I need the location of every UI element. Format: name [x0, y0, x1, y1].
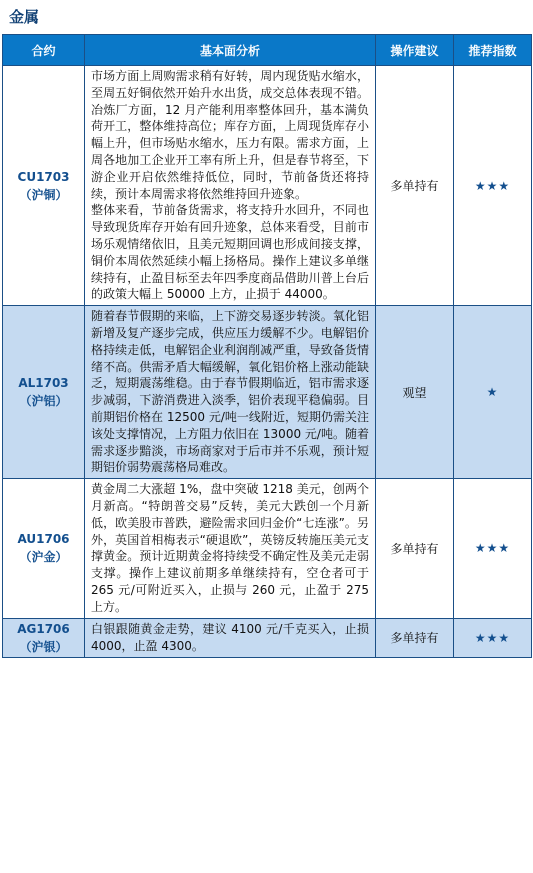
table-row: [3, 306, 532, 479]
advice-cell: 多单持有: [376, 66, 454, 306]
analysis-cell: [85, 479, 376, 618]
rating-stars: ★★★: [454, 66, 532, 306]
metals-table: [2, 34, 532, 658]
table-row: [3, 618, 532, 657]
contract-name: （沪铜）: [19, 187, 68, 202]
contract-name: （沪铝）: [19, 394, 68, 409]
contract-cell: [3, 306, 85, 479]
analysis-cell: [85, 618, 376, 657]
analysis-cell: [85, 66, 376, 306]
contract-code: AG1706: [17, 621, 70, 636]
analysis-paragraph: 白银跟随黄金走势，建议 4100 元/千克买入，止损 4000，止盈 4300。: [91, 621, 369, 653]
header-advice: 操作建议: [376, 35, 454, 66]
header-rating: 推荐指数: [454, 35, 532, 66]
rating-stars: ★★★: [454, 618, 532, 657]
contract-cell: [3, 66, 85, 306]
header-contract: 合约: [3, 35, 85, 66]
analysis-paragraph: 随着春节假期的来临，上下游交易逐步转淡。氧化铝新增及复产逐步完成，供应压力缓解不少。电解铝价格持续走低，电解铝企业利润削减严重，导致备货情绪不高。供需矛盾大幅缓解，氧化铝价格上涨动能缺乏，短期震荡维稳。由于春节假期临近，铝市需求逐步减弱，下游消费进入淡季，铝价表现平稳偏弱。目前期铝价格在 12500 元/吨一线附近，短期仍需关注该处支撑情况，上方阻力依旧在 13000 元/吨。随着需求逐步黯淡，市场商家对于后市并不乐观，预计短期铝价弱势震荡格局难改。: [91, 309, 369, 475]
advice-cell: 多单持有: [376, 618, 454, 657]
contract-cell: [3, 479, 85, 618]
contract-name: （沪银）: [19, 639, 68, 654]
contract-cell: [3, 618, 85, 657]
advice-cell: 观望: [376, 306, 454, 479]
table-header-row: [3, 35, 532, 66]
contract-code: AL1703: [18, 376, 69, 391]
analysis-paragraph: 黄金周二大涨超 1%，盘中突破 1218 美元，创两个月新高。“特朗普交易”反转，美元大跌创一个月新低，欧美股市普跌，避险需求回归金价“七连涨”。另外，英国首相梅表示“硬退欧”，英镑反转施压美元支撑黄金。预计近期黄金将持续受不确定性及美元走弱支撑。操作上建议前期多单继续持有，空仓者可于 265 元/可附近买入，止损与 260 元，止盈于 275 上方。: [91, 482, 369, 614]
contract-code: AU1706: [17, 532, 70, 547]
analysis-paragraph: 市场方面上周购需求稍有好转，周内现货贴水缩水，至周五好铜依然开始升水出货，成交总体表现不错。冶炼厂方面，12 月产能利用率整体回升，基本满负荷开工，整体维持高位；库存方面，上周现货库存小幅上升，但市场贴水缩水，压力有限。需求方面，上周各地加工企业开工率有所上升，但是春节将至，下游企业开启依然维持低位，同时，节前备货还将持续，预计本周需求将依然维持回升迹象。: [91, 69, 369, 201]
advice-cell: 多单持有: [376, 479, 454, 618]
header-analysis: 基本面分析: [85, 35, 376, 66]
table-row: [3, 479, 532, 618]
section-title: 金属: [9, 8, 40, 26]
table-row: [3, 66, 532, 306]
contract-name: （沪金）: [19, 550, 68, 565]
contract-code: CU1703: [17, 169, 70, 184]
analysis-cell: [85, 306, 376, 479]
rating-stars: ★: [454, 306, 532, 479]
rating-stars: ★★★: [454, 479, 532, 618]
analysis-paragraph: 整体来看，节前备货需求，将支持升水回升，不同也导致现货库存开始有回升迹象，总体来看受，目前市场乐观情绪依旧，且美元短期回调也形成间接支撑，铜价本周依然延续小幅上扬格局。操作上建议多单继续持有，止盈目标至去年四季度商品借助川普上台后的政策大幅上 50000 上方，止损于 44000。: [91, 203, 369, 302]
